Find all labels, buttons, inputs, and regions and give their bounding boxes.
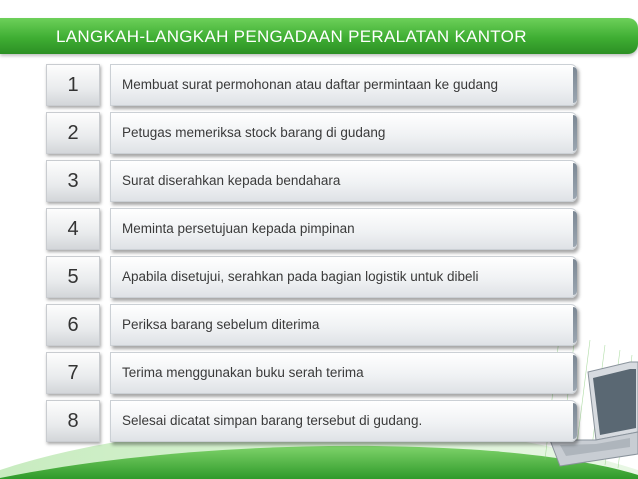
- step-text-box: [110, 400, 577, 442]
- step-text-box: [110, 112, 577, 154]
- step-text-box: [110, 256, 577, 298]
- step-number-box: [46, 112, 100, 154]
- step-text: Petugas memeriksa stock barang di gudang: [122, 125, 386, 140]
- step-number-box: [46, 400, 100, 442]
- step-number: 4: [67, 218, 79, 240]
- step-number: 5: [67, 266, 79, 288]
- step-item: [0, 304, 638, 348]
- step-number: 1: [67, 74, 79, 96]
- step-number-box: [46, 160, 100, 202]
- step-text-box: [110, 64, 577, 106]
- step-number-box: [46, 256, 100, 298]
- step-text: Terima menggunakan buku serah terima: [122, 365, 364, 380]
- step-item: [0, 352, 638, 396]
- step-number: 3: [67, 170, 79, 192]
- step-item: [0, 112, 638, 156]
- step-number-box: [46, 352, 100, 394]
- page-title: LANGKAH-LANGKAH PENGADAAN PERALATAN KANTOR: [56, 27, 527, 46]
- step-text: Apabila disetujui, serahkan pada bagian logistik untuk dibeli: [122, 269, 479, 284]
- step-item: [0, 256, 638, 300]
- step-text-box: [110, 208, 577, 250]
- step-text-box: [110, 352, 577, 394]
- step-item: [0, 208, 638, 252]
- step-number-box: [46, 64, 100, 106]
- step-text: Selesai dicatat simpan barang tersebut di gudang.: [122, 413, 423, 428]
- step-text: Surat diserahkan kepada bendahara: [122, 173, 341, 188]
- step-text: Periksa barang sebelum diterima: [122, 317, 320, 332]
- step-number: 6: [67, 314, 79, 336]
- step-number: 2: [67, 122, 79, 144]
- step-text-box: [110, 304, 577, 346]
- step-item: [0, 160, 638, 204]
- step-number-box: [46, 208, 100, 250]
- step-item: [0, 400, 638, 444]
- step-item: [0, 64, 638, 108]
- step-text-box: [110, 160, 577, 202]
- step-text: Meminta persetujuan kepada pimpinan: [122, 221, 355, 236]
- step-number: 8: [67, 410, 79, 432]
- step-number: 7: [67, 362, 79, 384]
- step-text: Membuat surat permohonan atau daftar permintaan ke gudang: [122, 77, 498, 92]
- step-number-box: [46, 304, 100, 346]
